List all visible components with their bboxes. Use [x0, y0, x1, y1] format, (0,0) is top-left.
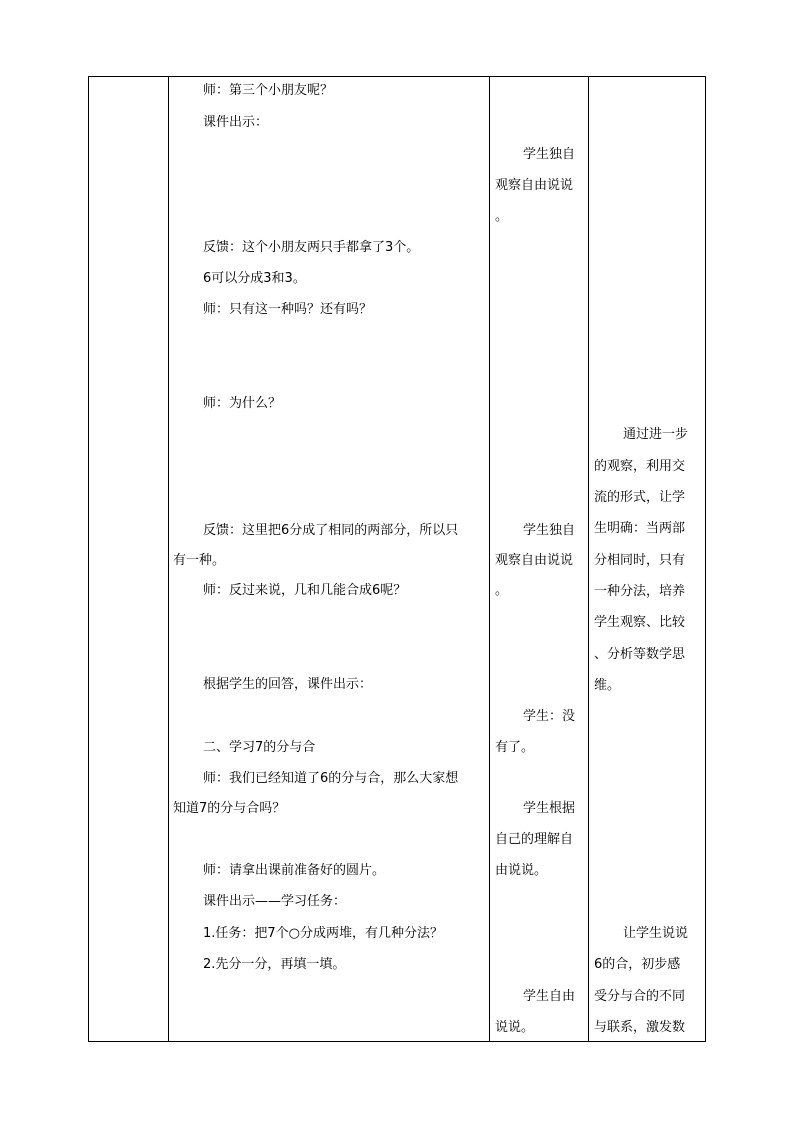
process-line: 师：我们已经知道了6的分与合，那么大家想 [203, 771, 459, 786]
section-heading: 二、学习7的分与合 [203, 740, 316, 755]
intent-line: 让学生说说 [623, 926, 689, 941]
intent-line: 学生观察、比较 [594, 615, 686, 630]
student-line: 。 [495, 209, 509, 224]
intent-line: 维。 [594, 678, 621, 693]
student-line: 。 [495, 583, 509, 598]
intent-line: 受分与合的不同 [594, 989, 686, 1004]
student-line: 自己的理解自 [495, 832, 574, 847]
intent-line: 与联系，激发数 [594, 1020, 686, 1035]
intent-line: 通过进一步 [623, 427, 689, 442]
student-line: 学生独自 [523, 523, 576, 538]
student-line: 学生自由 [523, 989, 576, 1004]
student-line: 学生独自 [523, 147, 576, 162]
process-line: 知道7的分与合吗？ [173, 801, 286, 816]
process-line: 有一种。 [173, 553, 226, 568]
student-line: 观察自由说说 [495, 553, 574, 568]
process-line: 根据学生的回答，课件出示： [203, 677, 373, 692]
student-line: 说说。 [495, 1020, 535, 1035]
intent-line: 、分析等数学思 [594, 647, 686, 662]
student-line: 观察自由说说 [495, 178, 574, 193]
process-line: 课件出示——学习任务： [203, 894, 347, 909]
column-divider [489, 77, 490, 1041]
student-line: 学生根据 [523, 801, 576, 816]
intent-line: 流的形式，让学 [594, 490, 686, 505]
intent-line: 的观察，利用交 [594, 459, 686, 474]
process-line: 师：反过来说，几和几能合成6呢？ [203, 583, 407, 598]
process-line: 6可以分成3和3。 [203, 271, 306, 286]
intent-line: 一种分法，培养 [594, 584, 686, 599]
column-divider [588, 77, 589, 1041]
student-line: 由说说。 [495, 863, 548, 878]
student-line: 有了。 [495, 740, 535, 755]
process-line: 反馈：这个小朋友两只手都拿了3个。 [203, 240, 420, 255]
process-line: 反馈：这里把6分成了相同的两部分，所以只 [203, 523, 459, 538]
process-line: 2.先分一分，再填一填。 [203, 957, 346, 972]
lesson-plan-table [88, 76, 706, 1042]
intent-line: 分相同时，只有 [594, 553, 686, 568]
process-line: 1.任务：把7个○分成两堆，有几种分法？ [203, 926, 444, 941]
process-line: 师：第三个小朋友呢？ [203, 83, 334, 98]
process-line: 师：请拿出课前准备好的圆片。 [203, 863, 386, 878]
intent-line: 生明确：当两部 [594, 521, 686, 536]
column-divider [168, 77, 169, 1041]
student-line: 学生：没 [523, 709, 576, 724]
process-line: 师：为什么？ [203, 396, 282, 411]
process-line: 师：只有这一种吗？还有吗？ [203, 302, 373, 317]
process-line: 课件出示： [203, 115, 269, 130]
intent-line: 6的合，初步感 [594, 957, 681, 972]
